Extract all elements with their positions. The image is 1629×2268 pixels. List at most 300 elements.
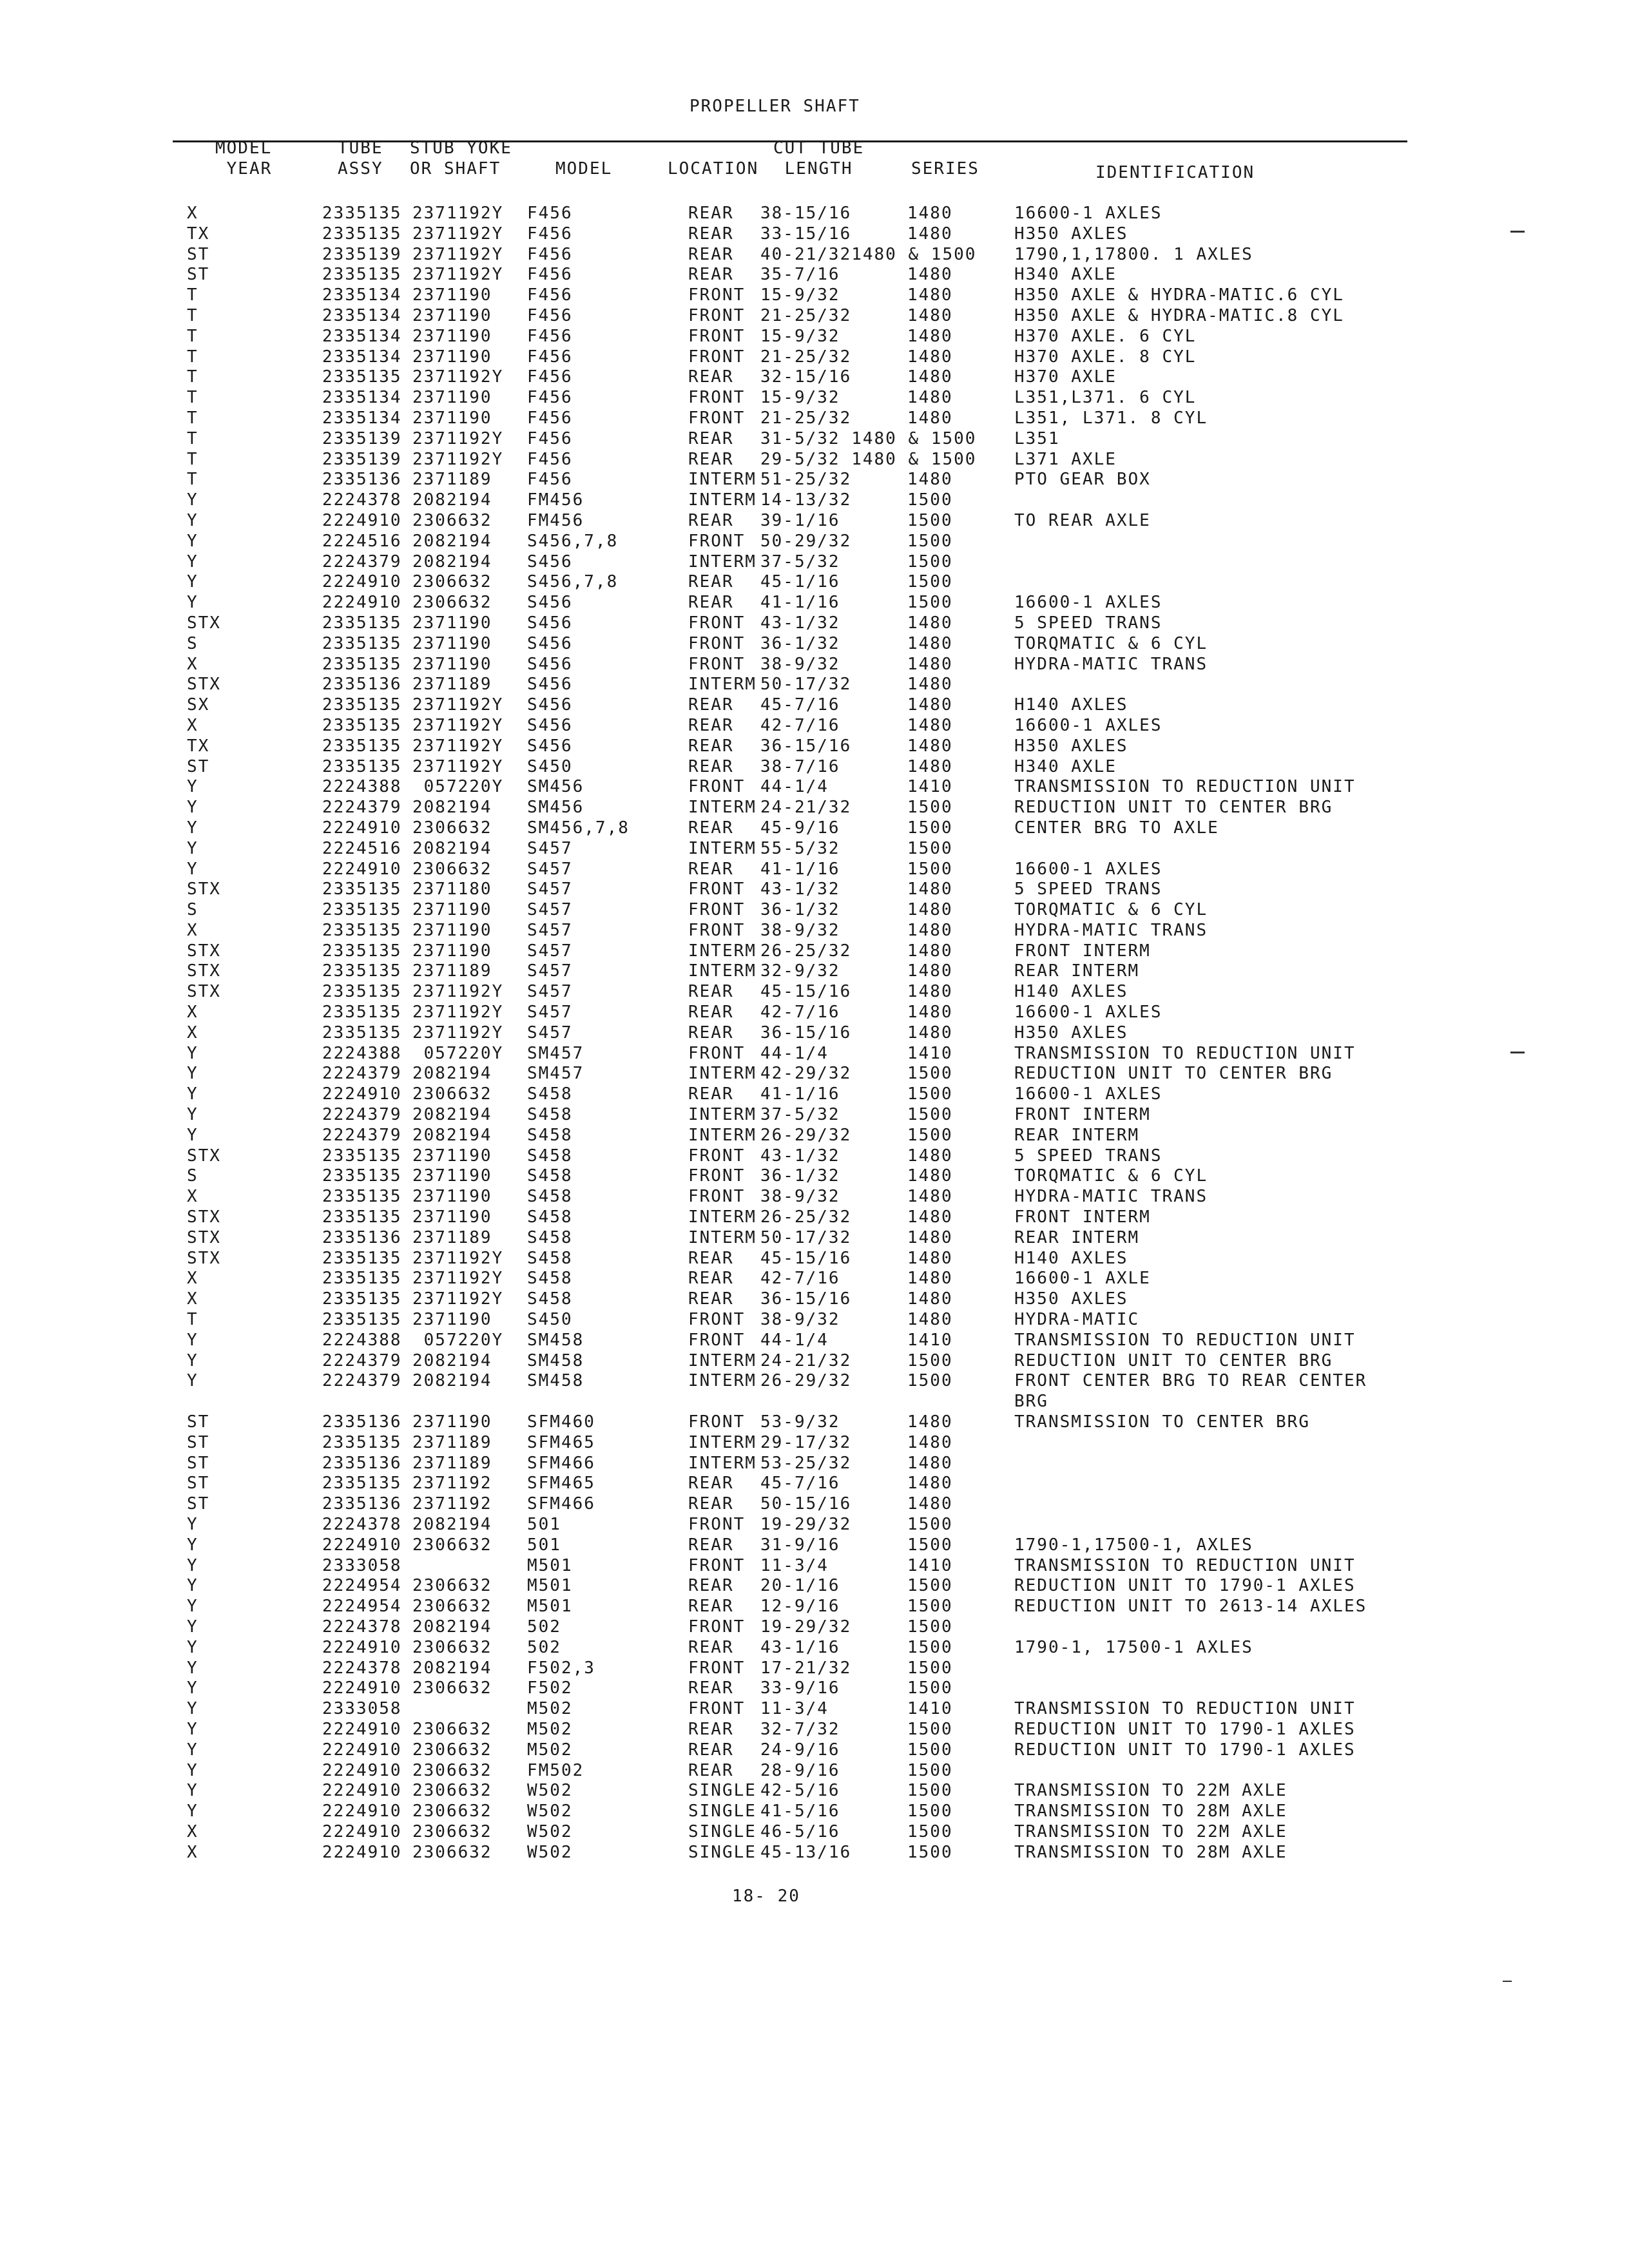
table-row <box>0 532 1629 552</box>
model-year-cell: T <box>187 428 198 448</box>
series-cell: 1410 <box>907 1699 953 1719</box>
model-cell: F456 <box>527 428 573 448</box>
series-cell: 1410 <box>907 777 953 797</box>
series-cell: 1500 <box>907 1719 953 1739</box>
model-cell: F456 <box>527 408 573 428</box>
location-cell: REAR <box>688 244 734 264</box>
identification-cell: REDUCTION UNIT TO CENTER BRG <box>1014 1350 1333 1370</box>
tube-assy-cell: 2335136 <box>322 1227 402 1247</box>
tube-assy-cell: 2224910 <box>322 859 402 879</box>
table-row <box>0 1207 1629 1228</box>
identification-cell: L351, L371. 8 CYL <box>1014 408 1208 428</box>
stub-yoke-cell: 2371192Y <box>412 1269 504 1289</box>
tube-assy-cell: 2335135 <box>322 900 402 920</box>
identification-cell: TRANSMISSION TO REDUCTION UNIT <box>1014 1330 1356 1350</box>
stub-yoke-cell: 2371192Y <box>412 1248 504 1268</box>
location-cell: REAR <box>688 818 734 838</box>
model-cell: S457 <box>527 859 573 879</box>
location-cell: SINGLE <box>688 1821 757 1841</box>
stub-yoke-cell: 2371192Y <box>412 367 504 387</box>
model-year-cell: ST <box>187 1494 210 1514</box>
model-cell: S458 <box>527 1207 573 1227</box>
tube-assy-cell: 2335135 <box>322 879 402 899</box>
identification-cell: 16600-1 AXLES <box>1014 204 1162 223</box>
table-row <box>0 1187 1629 1207</box>
stub-yoke-cell: 2371192Y <box>412 756 504 776</box>
stub-yoke-cell: 2306632 <box>412 1535 492 1555</box>
identification-cell: 5 SPEED TRANS <box>1014 613 1162 633</box>
stub-yoke-cell: 2371192Y <box>412 1023 504 1043</box>
model-year-cell: Y <box>187 1576 198 1596</box>
identification-cell: TRANSMISSION TO REDUCTION UNIT <box>1014 1555 1356 1575</box>
tube-assy-cell: 2335135 <box>322 941 402 961</box>
identification-cell: 16600-1 AXLE <box>1014 1269 1151 1289</box>
location-cell: INTERM <box>688 1125 757 1145</box>
tube-assy-cell: 2224954 <box>322 1576 402 1596</box>
table-row <box>0 490 1629 511</box>
cut-length-cell: 46-5/16 <box>760 1821 840 1841</box>
location-cell: REAR <box>688 1003 734 1023</box>
location-cell: FRONT <box>688 347 746 367</box>
series-cell: 1480 <box>907 756 953 776</box>
identification-cell: TRANSMISSION TO 28M AXLE <box>1014 1802 1287 1821</box>
tube-assy-cell: 2224910 <box>322 593 402 613</box>
stub-yoke-cell: 2371189 <box>412 1227 492 1247</box>
header-tube-assy: TUBE ASSY <box>338 139 383 178</box>
table-row <box>0 777 1629 798</box>
table-row <box>0 265 1629 285</box>
model-cell: F456 <box>527 367 573 387</box>
table-row <box>0 655 1629 675</box>
cut-length-cell: 38-9/32 <box>760 1310 840 1330</box>
table-row <box>0 1556 1629 1577</box>
tube-assy-cell: 2224910 <box>322 1760 402 1780</box>
model-cell: S458 <box>527 1125 573 1145</box>
model-cell: SM457 <box>527 1064 584 1084</box>
model-year-cell: X <box>187 1821 198 1841</box>
location-cell: INTERM <box>688 941 757 961</box>
model-year-cell: Y <box>187 1781 198 1801</box>
cut-length-cell: 12-9/16 <box>760 1597 840 1617</box>
stub-yoke-cell: 2306632 <box>412 593 492 613</box>
series-cell: 1480 <box>907 285 953 305</box>
cut-length-cell: 38-7/16 <box>760 756 840 776</box>
location-cell: INTERM <box>688 470 757 490</box>
model-year-cell: X <box>187 1842 198 1862</box>
table-row <box>0 1331 1629 1351</box>
stub-yoke-cell: 2306632 <box>412 1637 492 1657</box>
model-year-cell: T <box>187 285 198 305</box>
model-cell: S457 <box>527 920 573 940</box>
parts-table <box>0 204 1629 1863</box>
model-cell: S458 <box>527 1248 573 1268</box>
location-cell: REAR <box>688 428 734 448</box>
series-cell: 1480 <box>907 900 953 920</box>
cut-length-cell: 36-15/16 <box>760 1289 852 1309</box>
model-cell: 501 <box>527 1515 561 1534</box>
table-row <box>0 347 1629 368</box>
cut-length-cell: 29-5/32 1480 & 1500 <box>760 449 977 469</box>
tube-assy-cell: 2224910 <box>322 1719 402 1739</box>
series-cell: 1480 <box>907 1207 953 1227</box>
identification-cell: REAR INTERM <box>1014 1125 1140 1145</box>
model-cell: S457 <box>527 1003 573 1023</box>
stub-yoke-cell: 2306632 <box>412 1760 492 1780</box>
location-cell: INTERM <box>688 552 757 572</box>
stub-yoke-cell: 2306632 <box>412 572 492 592</box>
location-cell: INTERM <box>688 1105 757 1125</box>
cut-length-cell: 45-15/16 <box>760 1248 852 1268</box>
model-year-cell: Y <box>187 593 198 613</box>
model-cell: F502,3 <box>527 1658 595 1678</box>
series-cell: 1500 <box>907 1350 953 1370</box>
series-cell: 1480 <box>907 1494 953 1514</box>
series-cell: 1480 <box>907 1248 953 1268</box>
cut-length-cell: 21-25/32 <box>760 347 852 367</box>
cut-length-cell: 44-1/4 <box>760 1330 829 1350</box>
table-row <box>0 1535 1629 1556</box>
series-cell: 1500 <box>907 1802 953 1821</box>
series-cell: 1480 <box>907 982 953 1002</box>
model-year-cell: TX <box>187 736 210 756</box>
page-number: 18- 20 <box>732 1887 800 1906</box>
model-year-cell: Y <box>187 859 198 879</box>
cut-length-cell: 38-9/32 <box>760 654 840 674</box>
model-year-cell: Y <box>187 1699 198 1719</box>
model-cell: S456 <box>527 675 573 695</box>
identification-cell: FRONT INTERM <box>1014 1105 1151 1125</box>
cut-length-cell: 11-3/4 <box>760 1699 829 1719</box>
cut-length-cell: 21-25/32 <box>760 305 852 325</box>
cut-length-cell: 26-25/32 <box>760 1207 852 1227</box>
series-cell: 1480 <box>907 879 953 899</box>
location-cell: REAR <box>688 695 734 715</box>
tube-assy-cell: 2335135 <box>322 204 402 223</box>
location-cell: REAR <box>688 449 734 469</box>
identification-cell: H140 AXLES <box>1014 695 1128 715</box>
model-cell: S456 <box>527 633 573 653</box>
series-cell: 1500 <box>907 490 953 510</box>
tube-assy-cell: 2335135 <box>322 1474 402 1494</box>
model-cell: F456 <box>527 470 573 490</box>
table-row <box>0 1084 1629 1105</box>
stub-yoke-cell: 2371192Y <box>412 982 504 1002</box>
series-cell: 1480 <box>907 224 953 244</box>
model-year-cell: X <box>187 1187 198 1207</box>
stub-yoke-cell: 2082194 <box>412 1125 492 1145</box>
cut-length-cell: 31-9/16 <box>760 1535 840 1555</box>
model-cell: F456 <box>527 347 573 367</box>
table-row <box>0 613 1629 634</box>
model-cell: F456 <box>527 244 573 264</box>
cut-length-cell: 45-7/16 <box>760 695 840 715</box>
series-cell: 1480 <box>907 961 953 981</box>
cut-length-cell: 43-1/32 <box>760 1146 840 1166</box>
tube-assy-cell: 2335135 <box>322 613 402 633</box>
identification-cell: H350 AXLE & HYDRA-MATIC.6 CYL <box>1014 285 1344 305</box>
identification-cell: REDUCTION UNIT TO CENTER BRG <box>1014 1064 1333 1084</box>
tube-assy-cell: 2335134 <box>322 408 402 428</box>
identification-cell: H140 AXLES <box>1014 982 1128 1002</box>
tube-assy-cell: 2335135 <box>322 715 402 735</box>
table-row <box>0 982 1629 1003</box>
stub-yoke-cell: 2371190 <box>412 1146 492 1166</box>
cut-length-cell: 36-1/32 <box>760 1166 840 1186</box>
tube-assy-cell: 2224910 <box>322 1821 402 1841</box>
stub-yoke-cell: 2371192Y <box>412 449 504 469</box>
tube-assy-cell: 2335135 <box>322 224 402 244</box>
table-row <box>0 1289 1629 1310</box>
tube-assy-cell: 2224388 <box>322 1330 402 1350</box>
cut-length-cell: 24-21/32 <box>760 798 852 818</box>
model-year-cell: T <box>187 1310 198 1330</box>
identification-cell: 16600-1 AXLES <box>1014 593 1162 613</box>
header-location: LOCATION <box>668 159 759 178</box>
table-row <box>0 1699 1629 1720</box>
model-cell: SM458 <box>527 1330 584 1350</box>
table-row <box>0 1166 1629 1187</box>
stub-yoke-cell: 2371189 <box>412 470 492 490</box>
tube-assy-cell: 2224954 <box>322 1597 402 1617</box>
series-cell: 1500 <box>907 1821 953 1841</box>
tube-assy-cell: 2335135 <box>322 1289 402 1309</box>
model-cell: M501 <box>527 1576 573 1596</box>
model-cell: F456 <box>527 285 573 305</box>
model-year-cell: Y <box>187 1719 198 1739</box>
model-cell: W502 <box>527 1781 573 1801</box>
model-cell: F456 <box>527 305 573 325</box>
stub-yoke-cell: 2371192Y <box>412 1003 504 1023</box>
series-cell: 1480 <box>907 675 953 695</box>
model-cell: SFM465 <box>527 1474 595 1494</box>
table-row <box>0 941 1629 962</box>
table-row <box>0 1249 1629 1269</box>
cut-length-cell: 26-25/32 <box>760 941 852 961</box>
location-cell: INTERM <box>688 1207 757 1227</box>
series-cell: 1500 <box>907 552 953 572</box>
table-row <box>0 1515 1629 1535</box>
series-cell: 1410 <box>907 1555 953 1575</box>
cut-length-cell: 38-15/16 <box>760 204 852 223</box>
identification-cell: 5 SPEED TRANS <box>1014 879 1162 899</box>
series-cell: 1480 <box>907 1023 953 1043</box>
identification-cell: TORQMATIC & 6 CYL <box>1014 1166 1208 1186</box>
location-cell: REAR <box>688 1494 734 1514</box>
model-year-cell: S <box>187 633 198 653</box>
model-year-cell: STX <box>187 941 221 961</box>
identification-cell: REDUCTION UNIT TO 2613-14 AXLES <box>1014 1597 1367 1617</box>
model-cell: F456 <box>527 204 573 223</box>
table-row <box>0 1802 1629 1822</box>
table-row <box>0 1843 1629 1863</box>
stub-yoke-cell: 2082194 <box>412 1515 492 1534</box>
cut-length-cell: 42-7/16 <box>760 715 840 735</box>
model-year-cell: X <box>187 1003 198 1023</box>
stub-yoke-cell: 2371192Y <box>412 224 504 244</box>
tube-assy-cell: 2224910 <box>322 1842 402 1862</box>
location-cell: REAR <box>688 1597 734 1617</box>
model-cell: S456 <box>527 552 573 572</box>
cut-length-cell: 50-15/16 <box>760 1494 852 1514</box>
location-cell: FRONT <box>688 1187 746 1207</box>
tube-assy-cell: 2335135 <box>322 1207 402 1227</box>
model-year-cell: ST <box>187 265 210 285</box>
tube-assy-cell: 2224910 <box>322 1637 402 1657</box>
location-cell: REAR <box>688 572 734 592</box>
stub-yoke-cell: 2371190 <box>412 326 492 346</box>
identification-cell: TRANSMISSION TO CENTER BRG <box>1014 1412 1310 1432</box>
model-cell: SFM465 <box>527 1432 595 1452</box>
tube-assy-cell: 2335135 <box>322 265 402 285</box>
series-cell: 1480 <box>907 1187 953 1207</box>
stub-yoke-cell: 2371190 <box>412 305 492 325</box>
table-row <box>0 1126 1629 1146</box>
cut-length-cell: 43-1/16 <box>760 1637 840 1657</box>
cut-length-cell: 29-17/32 <box>760 1432 852 1452</box>
cut-length-cell: 43-1/32 <box>760 613 840 633</box>
location-cell: INTERM <box>688 1453 757 1473</box>
stub-yoke-cell: 2082194 <box>412 531 492 551</box>
table-row <box>0 736 1629 757</box>
model-year-cell: T <box>187 305 198 325</box>
table-row <box>0 511 1629 532</box>
cut-length-cell: 44-1/4 <box>760 1043 829 1063</box>
cut-length-cell: 41-1/16 <box>760 593 840 613</box>
series-cell: 1480 <box>907 633 953 653</box>
cut-length-cell: 24-21/32 <box>760 1350 852 1370</box>
location-cell: FRONT <box>688 654 746 674</box>
margin-mark <box>1510 231 1525 233</box>
series-cell: 1480 <box>907 326 953 346</box>
tube-assy-cell: 2224910 <box>322 1802 402 1821</box>
model-cell: M501 <box>527 1555 573 1575</box>
stub-yoke-cell: 2306632 <box>412 510 492 530</box>
tube-assy-cell: 2224379 <box>322 1064 402 1084</box>
cut-length-cell: 42-7/16 <box>760 1269 840 1289</box>
tube-assy-cell: 2335135 <box>322 736 402 756</box>
table-row <box>0 1494 1629 1515</box>
cut-length-cell: 45-13/16 <box>760 1842 852 1862</box>
model-year-cell: STX <box>187 675 221 695</box>
stub-yoke-cell: 2306632 <box>412 1576 492 1596</box>
identification-cell: 16600-1 AXLES <box>1014 1003 1162 1023</box>
tube-assy-cell: 2224378 <box>322 1658 402 1678</box>
stub-yoke-cell: 2371189 <box>412 1432 492 1452</box>
stub-yoke-cell: 2306632 <box>412 1781 492 1801</box>
series-cell: 1500 <box>907 859 953 879</box>
model-year-cell: Y <box>187 572 198 592</box>
cut-length-cell: 53-25/32 <box>760 1453 852 1473</box>
tube-assy-cell: 2224388 <box>322 777 402 797</box>
identification-cell: REAR INTERM <box>1014 961 1140 981</box>
location-cell: FRONT <box>688 1310 746 1330</box>
model-cell: S456 <box>527 736 573 756</box>
tube-assy-cell: 2335136 <box>322 1453 402 1473</box>
identification-cell: REDUCTION UNIT TO 1790-1 AXLES <box>1014 1576 1356 1596</box>
stub-yoke-cell: 2371180 <box>412 879 492 899</box>
table-row <box>0 1678 1629 1699</box>
table-row <box>0 1412 1629 1433</box>
table-row <box>0 716 1629 736</box>
identification-cell: HYDRA-MATIC TRANS <box>1014 1187 1208 1207</box>
stub-yoke-cell: 2082194 <box>412 1064 492 1084</box>
model-cell: S458 <box>527 1187 573 1207</box>
cut-length-cell: 50-17/32 <box>760 1227 852 1247</box>
model-cell: F456 <box>527 449 573 469</box>
tube-assy-cell: 2335135 <box>322 654 402 674</box>
model-year-cell: Y <box>187 510 198 530</box>
stub-yoke-cell: 2306632 <box>412 818 492 838</box>
location-cell: REAR <box>688 982 734 1002</box>
model-cell: S457 <box>527 900 573 920</box>
tube-assy-cell: 2335135 <box>322 1023 402 1043</box>
model-cell: 502 <box>527 1637 561 1657</box>
model-cell: F456 <box>527 265 573 285</box>
table-row <box>0 839 1629 860</box>
table-row <box>0 1597 1629 1617</box>
tube-assy-cell: 2335134 <box>322 388 402 408</box>
cut-length-cell: 41-1/16 <box>760 1084 840 1104</box>
stub-yoke-cell: 2306632 <box>412 1597 492 1617</box>
tube-assy-cell: 2335139 <box>322 244 402 264</box>
location-cell: REAR <box>688 1637 734 1657</box>
cut-length-cell: 11-3/4 <box>760 1555 829 1575</box>
model-cell: W502 <box>527 1821 573 1841</box>
model-cell: S456,7,8 <box>527 572 619 592</box>
identification-cell: REAR INTERM <box>1014 1227 1140 1247</box>
table-row <box>0 921 1629 941</box>
location-cell: REAR <box>688 1740 734 1760</box>
stub-yoke-cell: 2371190 <box>412 654 492 674</box>
stub-yoke-cell: 2082194 <box>412 1658 492 1678</box>
model-year-cell: STX <box>187 961 221 981</box>
model-year-cell: Y <box>187 1597 198 1617</box>
cut-length-cell: 36-15/16 <box>760 1023 852 1043</box>
identification-cell: 1790-1, 17500-1 AXLES <box>1014 1637 1253 1657</box>
model-cell: SM456 <box>527 798 584 818</box>
header-model: MODEL <box>555 159 613 178</box>
identification-cell: 16600-1 AXLES <box>1014 859 1162 879</box>
stub-yoke-cell: 2371190 <box>412 613 492 633</box>
location-cell: FRONT <box>688 285 746 305</box>
table-row <box>0 1392 1629 1412</box>
table-row <box>0 1454 1629 1474</box>
location-cell: INTERM <box>688 838 757 858</box>
model-cell: F502 <box>527 1678 573 1698</box>
table-row <box>0 572 1629 593</box>
tube-assy-cell: 2224910 <box>322 510 402 530</box>
table-row <box>0 204 1629 224</box>
cut-length-cell: 19-29/32 <box>760 1617 852 1637</box>
table-row <box>0 450 1629 470</box>
cut-length-cell: 42-7/16 <box>760 1003 840 1023</box>
tube-assy-cell: 2335135 <box>322 1187 402 1207</box>
tube-assy-cell: 2335135 <box>322 1248 402 1268</box>
cut-length-cell: 19-29/32 <box>760 1515 852 1534</box>
model-cell: S456,7,8 <box>527 531 619 551</box>
series-cell: 1480 <box>907 1289 953 1309</box>
table-row <box>0 1576 1629 1597</box>
stub-yoke-cell: 2371192Y <box>412 428 504 448</box>
table-row <box>0 961 1629 982</box>
series-cell: 1480 <box>907 1474 953 1494</box>
location-cell: REAR <box>688 859 734 879</box>
model-cell: SM457 <box>527 1043 584 1063</box>
tube-assy-cell: 2335134 <box>322 347 402 367</box>
model-year-cell: STX <box>187 1227 221 1247</box>
tube-assy-cell: 2224378 <box>322 1617 402 1637</box>
cut-length-cell: 41-5/16 <box>760 1802 840 1821</box>
